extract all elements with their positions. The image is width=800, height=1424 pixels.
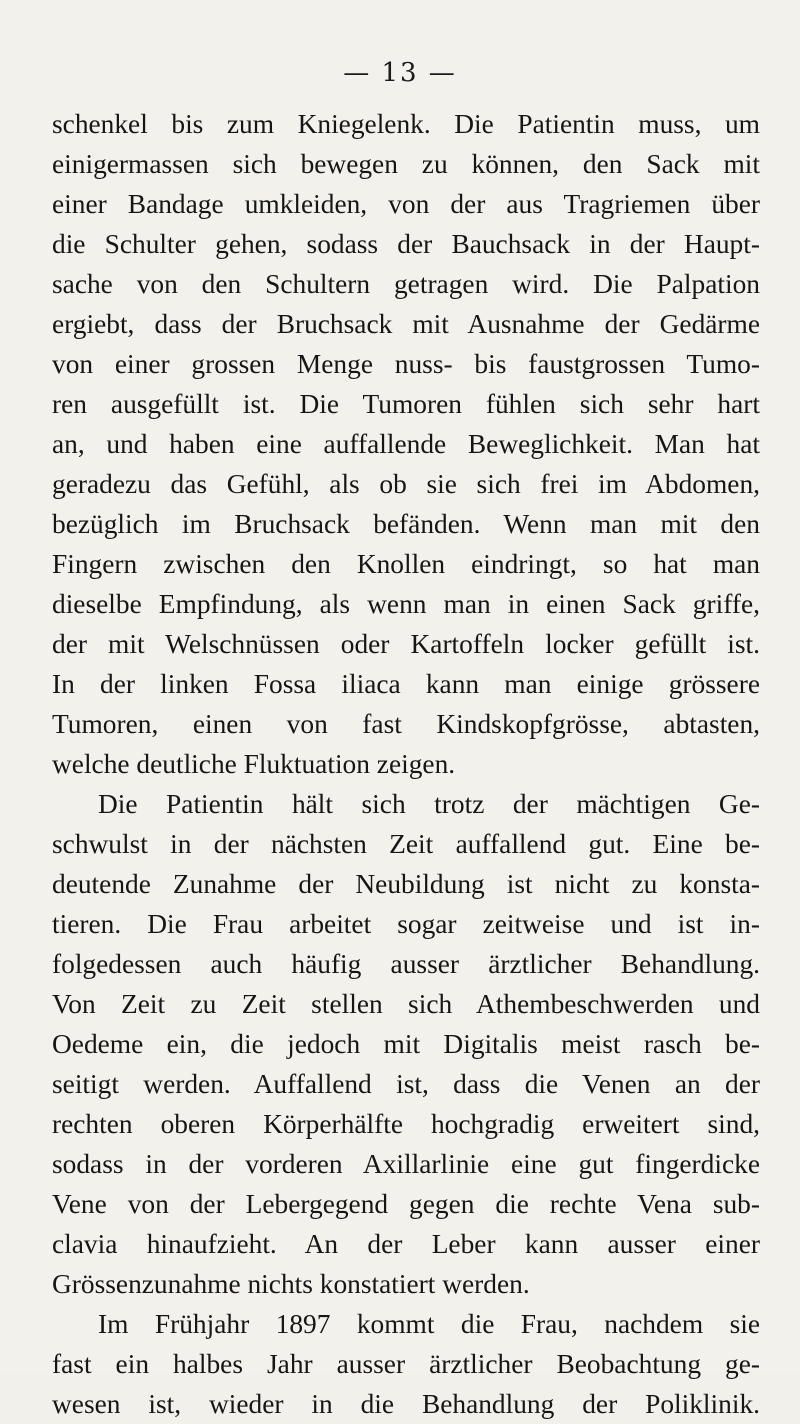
text-line: In der linken Fossa iliaca kann man einige grössere [52, 669, 760, 699]
text-line: geradezu das Gefühl, als ob sie sich frei im Abdomen, [52, 469, 760, 499]
text-line: rechten oberen Körperhälfte hochgradig erweitert sind, [52, 1109, 760, 1139]
text-line: von einer grossen Menge nuss- bis faustgrossen Tumo- [52, 349, 760, 379]
text-line: deutende Zunahme der Neubildung ist nicht zu konsta- [52, 869, 760, 899]
text-line: clavia hinaufzieht. An der Leber kann ausser einer [52, 1229, 760, 1259]
text-line: Vene von der Lebergegend gegen die rechte Vena sub- [52, 1189, 760, 1219]
text-line: Von Zeit zu Zeit stellen sich Athembeschwerden und [52, 989, 760, 1019]
text-line: sache von den Schultern getragen wird. Die Palpation [52, 269, 760, 299]
body-text [52, 104, 760, 1424]
text-line: Oedeme ein, die jedoch mit Digitalis meist rasch be- [52, 1029, 760, 1059]
text-line: Fingern zwischen den Knollen eindringt, so hat man [52, 549, 760, 579]
text-line: tieren. Die Frau arbeitet sogar zeitweise und ist in- [52, 909, 760, 939]
text-line: fast ein halbes Jahr ausser ärztlicher Beobachtung ge- [52, 1349, 760, 1379]
text-line: an, und haben eine auffallende Beweglichkeit. Man hat [52, 429, 760, 459]
text-line: ren ausgefüllt ist. Die Tumoren fühlen sich sehr hart [52, 389, 760, 419]
page-number: — 13 — [343, 58, 457, 88]
text-line: folgedessen auch häufig ausser ärztlicher Behandlung. [52, 949, 760, 979]
text-line: wesen ist, wieder in die Behandlung der Poliklinik. [52, 1389, 760, 1419]
text-line: dieselbe Empfindung, als wenn man in einen Sack griffe, [52, 589, 760, 619]
text-line: bezüglich im Bruchsack befänden. Wenn man mit den [52, 509, 760, 539]
text-line: einigermassen sich bewegen zu können, den Sack mit [52, 149, 760, 179]
text-line: die Schulter gehen, sodass der Bauchsack in der Haupt- [52, 229, 760, 259]
text-line: seitigt werden. Auffallend ist, dass die Venen an der [52, 1069, 760, 1099]
text-line: Im Frühjahr 1897 kommt die Frau, nachdem sie [98, 1309, 760, 1339]
text-line: ergiebt, dass der Bruchsack mit Ausnahme der Gedärme [52, 309, 760, 339]
text-line: einer Bandage umkleiden, von der aus Tragriemen über [52, 189, 760, 219]
text-line: schwulst in der nächsten Zeit auffallend gut. Eine be- [52, 829, 760, 859]
text-line: Tumoren, einen von fast Kindskopfgrösse, abtasten, [52, 709, 760, 739]
text-line: schenkel bis zum Kniegelenk. Die Patientin muss, um [52, 109, 760, 139]
text-line: der mit Welschnüssen oder Kartoffeln locker gefüllt ist. [52, 629, 760, 659]
text-line: Grössenzunahme nichts konstatiert werden. [52, 1269, 530, 1299]
text-line: sodass in der vorderen Axillarlinie eine gut fingerdicke [52, 1149, 760, 1179]
text-line: welche deutliche Fluktuation zeigen. [52, 749, 456, 779]
text-line: Die Patientin hält sich trotz der mächtigen Ge- [98, 789, 760, 819]
